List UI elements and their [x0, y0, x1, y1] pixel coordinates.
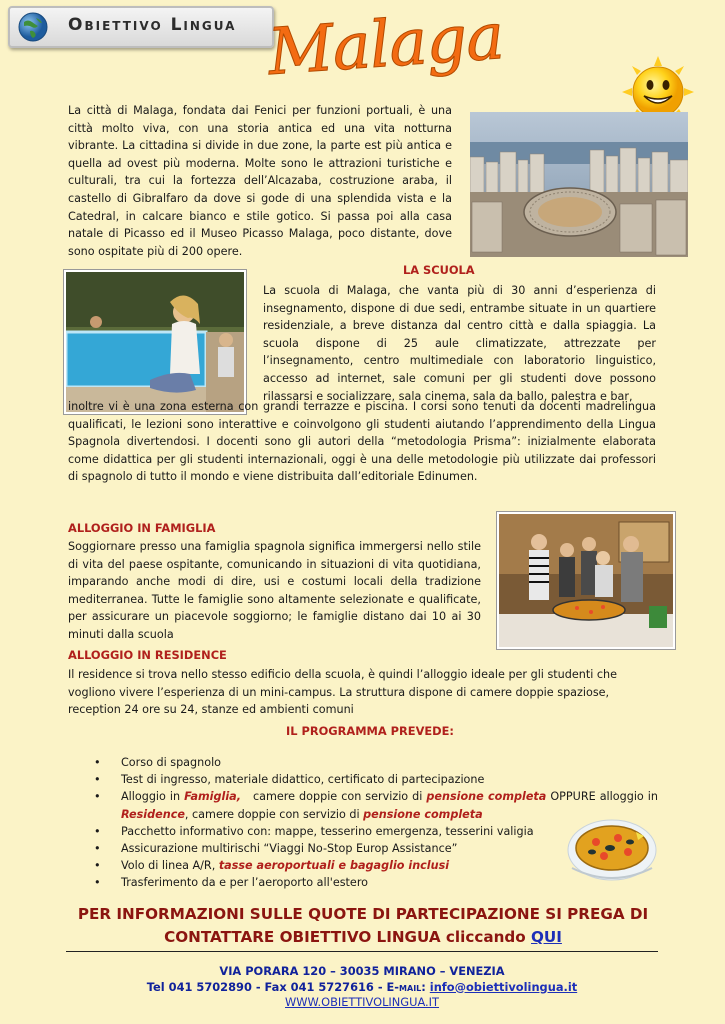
scuola-paragraph-2: inoltre vi è una zona esterna con grandi terrazze e piscina. I corsi sono tenuti da docenti madrelingua qualificati, le lezioni sono interattive e coinvolgono gli studenti aiutando l’apprendimento della Lingua Spagnola divertendosi. I docenti sono gli autori della “metodologia Prisma”: inizialmente elaborata come didattica per gli studenti internazionali, oggi è una delle metodologie più utilizzate dai professori di spagnolo di tutto il mondo e viene distribuita dall’editoriale Edinumen.: [68, 400, 656, 484]
email-link[interactable]: info@obiettivolingua.it: [429, 979, 578, 994]
pool-photo: [64, 270, 246, 414]
list-item: • Trasferimento da e per l’aeroporto all'estero: [94, 874, 658, 891]
bullet: •: [94, 773, 101, 787]
qui-link[interactable]: QUI: [531, 928, 562, 946]
logo: [8, 6, 274, 48]
list-item: • Corso di spagnolo: [94, 754, 658, 771]
bullet: •: [94, 876, 101, 890]
list-item: • Test di ingresso, materiale didattico, certificato di partecipazione: [94, 771, 658, 788]
list-item: • Pacchetto informativo con: mappe, tesserino emergenza, tesserini valigia: [94, 823, 658, 840]
cta-block: [66, 903, 660, 949]
footer-contacts: Tel 041 5702890 - Fax 041 5727616 - E-mail: info@obiettivolingua.it: [146, 979, 578, 994]
list-item: • Alloggio in Famiglia, camere doppie con servizio di pensione completa OPPURE alloggio in Residence, camere doppie con servizio di pensione completa: [94, 790, 658, 821]
city-photo: [470, 112, 688, 257]
footer-address: VIA PORARA 120 – 30035 MIRANO – VENEZIA: [219, 964, 505, 978]
bullet: •: [94, 790, 101, 804]
residence-paragraph: Il residence si trova nello stesso edificio della scuola, è quindi l’alloggio ideale per gli studenti che vogliono vivere l’esperienza di un mini-campus. La struttura dispone di camere doppie spaziose, reception 24 ore su 24, stanze ed ambienti comuni: [68, 668, 618, 717]
section-heading-scuola: LA SCUOLA: [403, 263, 475, 277]
website-link[interactable]: WWW.OBIETTIVOLINGUA.IT: [285, 995, 439, 1009]
logo-text: Obiettivo Lingua: [68, 15, 237, 35]
scuola-paragraph-1: La scuola di Malaga, che vanta più di 30 anni d’esperienza di insegnamento, dispone di due sedi, entrambe situate in un quartiere residenziale, a breve distanza dal centro città e dalla spiaggia. La scuola dispone di 25 aule climatizzate, attrezzate per l’insegnamento, centro multimediale con laboratorio linguistico, accesso ad internet, sale comuni per gli studenti dove possono rilassarsi e socializzare, sala cinema, sala da ballo, palestra e bar,: [263, 284, 656, 403]
cta-line-2: CONTATTARE OBIETTIVO LINGUA cliccando QUI: [164, 928, 562, 946]
globe-icon: [18, 12, 48, 42]
family-photo: [497, 512, 675, 649]
list-item: • Assicurazione multirischi “Viaggi No-Stop Europ Assistance”: [94, 840, 658, 857]
bullet: •: [94, 824, 101, 838]
paella-illustration: [566, 808, 658, 886]
cta-line-1: PER INFORMAZIONI SULLE QUOTE DI PARTECIPAZIONE SI PREGA DI: [77, 905, 649, 923]
page-title: Malaga: [265, 0, 506, 91]
list-item: • Volo di linea A/R, tasse aeroportuali e bagaglio inclusi: [94, 857, 658, 874]
famiglia-paragraph: Soggiornare presso una famiglia spagnola significa immergersi nello stile di vita del paese ospitante, comunicando in situazioni di vita quotidiana, imparando anche modi di dire, usi e costumi locali della tradizione mediterranea. Tutte le famiglie sono altamente selezionate e qualificate, per assicurare un piacevole soggiorno; le famiglie distano dai 10 ai 30 minuti dalla scuola: [68, 540, 481, 641]
bullet: •: [94, 842, 101, 856]
section-heading-residence: ALLOGGIO IN RESIDENCE: [68, 648, 227, 662]
footer: [66, 964, 658, 1011]
section-heading-programma: IL PROGRAMMA PREVEDE:: [286, 724, 454, 738]
bullet: •: [94, 756, 101, 769]
section-heading-famiglia: ALLOGGIO IN FAMIGLIA: [68, 521, 216, 535]
footer-divider: [66, 951, 658, 952]
bullet: •: [94, 859, 101, 873]
intro-paragraph: La città di Malaga, fondata dai Fenici per funzioni portuali, è una città molto viva, con una storia antica ed una vita notturna vibrante. La cittadina si divide in due zone, la parte est più antica e quella ad ovest più moderna. Molte sono le attrazioni turistiche e culturali, tra cui la fortezza dell’Alcazaba, costruzione araba, il castello di Gibralfaro da dove si gode di una splendida vista e la Catedral, in calcare bianco e stile gotico. Si passa poi alla casa natale di Picasso ed il Museo Picasso Malaga, poco distante, dove sono ospitate più di 200 opere.: [68, 104, 452, 258]
